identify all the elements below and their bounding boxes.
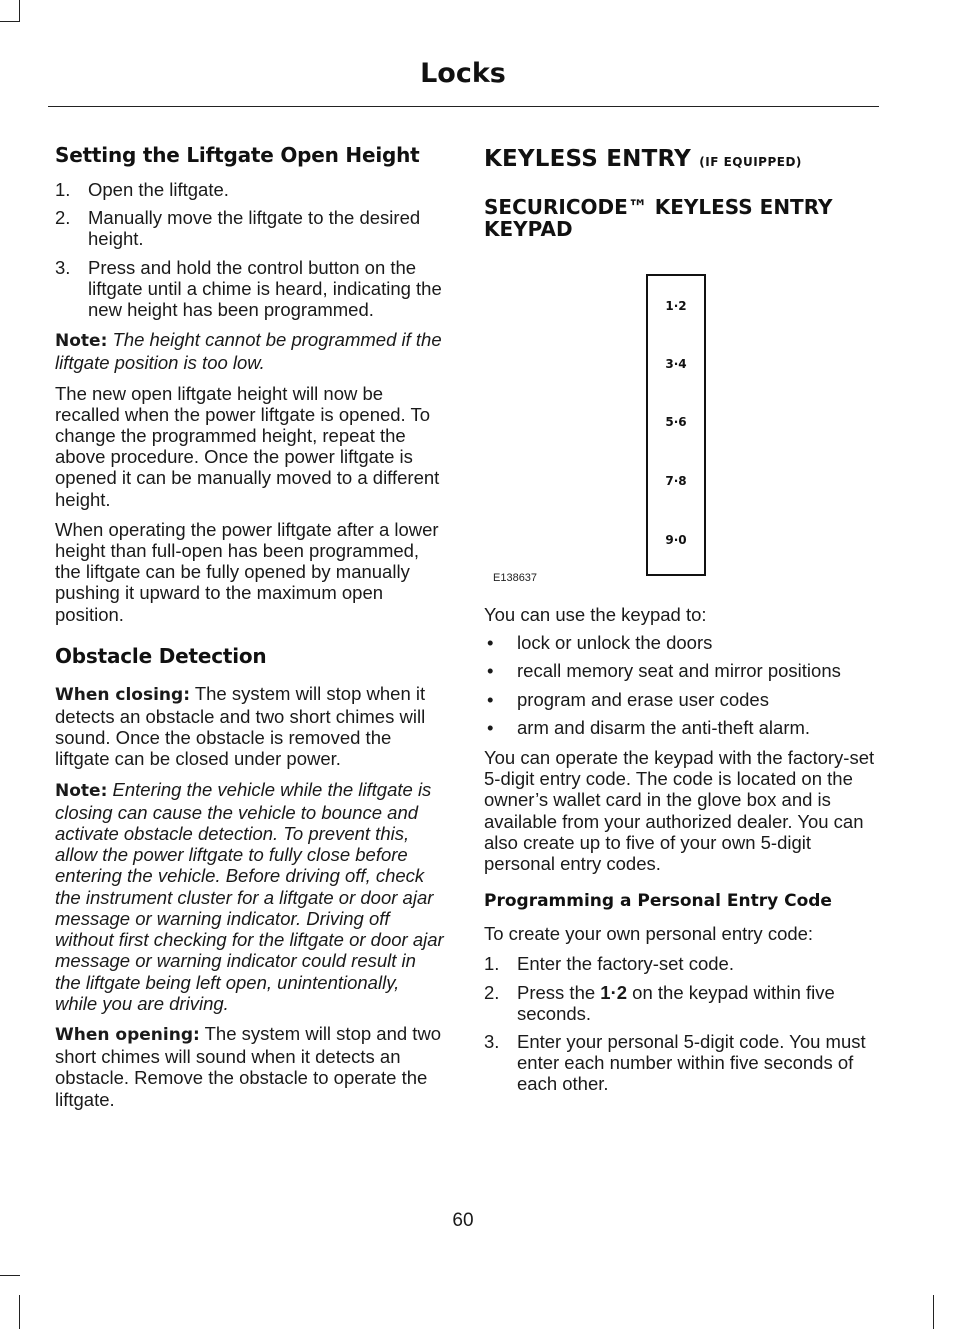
keypad-uses-list: [484, 632, 876, 738]
list-item: [484, 953, 876, 974]
list-item: [484, 982, 876, 1024]
list-item: [55, 179, 445, 200]
keypad-intro: You can use the keypad to:: [484, 604, 707, 625]
opening-label: When opening:: [55, 1024, 200, 1045]
note-label: Note:: [55, 780, 108, 801]
heading-main: KEYLESS ENTRY: [484, 146, 692, 172]
liftgate-height-heading: Setting the Liftgate Open Height: [55, 143, 420, 167]
closing-paragraph: [55, 683, 445, 770]
paragraph: You can operate the keypad with the factory-set 5-digit entry code. The code is located on the owner’s wallet card in the glove box and is available from your authorized dealer. You can also create up to five of your own 5-digit personal entry codes.: [484, 747, 875, 875]
crop-mark: [19, 1295, 20, 1329]
keypad-illustration: [646, 274, 706, 576]
bullet: •: [487, 632, 494, 654]
list-item: [484, 717, 876, 738]
list-item: [55, 257, 445, 321]
note-text: The height cannot be programmed if the liftgate position is too low.: [55, 329, 442, 374]
list-item: [484, 632, 876, 653]
figure-code: E138637: [493, 572, 538, 584]
bullet-text: lock or unlock the doors: [517, 632, 713, 654]
bullet: •: [487, 660, 494, 682]
closing-label: When closing:: [55, 684, 191, 705]
keyless-entry-heading: [484, 146, 876, 172]
crop-mark: [933, 1295, 934, 1329]
height-note: [55, 329, 445, 373]
bullet-text: arm and disarm the anti-theft alarm.: [517, 716, 811, 738]
step-text: Press the: [517, 981, 601, 1003]
step-text: Press and hold the control button on the liftgate until a chime is heard, indicating the new height has been programmed.: [88, 256, 442, 321]
keypad-key-label: 7·8: [665, 474, 687, 488]
step-number: 2.: [484, 981, 500, 1003]
programming-heading: Programming a Personal Entry Code: [484, 891, 832, 912]
closing-text: The system will stop when it detects an obstacle and two short chimes will sound. Once the obstacle is removed the liftgate can be closed under power.: [55, 682, 426, 770]
step-text: Enter the factory-set code.: [517, 953, 734, 975]
programming-intro: To create your own personal entry code:: [484, 923, 814, 945]
step-text: Open the liftgate.: [88, 179, 229, 200]
step-number: 1.: [55, 179, 71, 200]
step-number: 3.: [55, 256, 71, 278]
step-number: 3.: [484, 1031, 500, 1053]
bullet-text: recall memory seat and mirror positions: [517, 660, 841, 682]
heading-qualifier: (IF EQUIPPED): [699, 155, 802, 169]
obstacle-detection-heading: Obstacle Detection: [55, 643, 267, 668]
keypad-figure: [484, 274, 876, 604]
bullet: •: [487, 688, 494, 710]
left-column: [55, 143, 445, 1119]
paragraph: The new open liftgate height will now be recalled when the power liftgate is opened. To change the programmed height, repeat the above procedure. Once the power liftgate is opened it can be manually moved to a different height.: [55, 382, 440, 510]
keypad-key-label: 9·0: [665, 533, 687, 547]
page-title: Locks: [420, 58, 506, 89]
programming-steps: [484, 953, 876, 1094]
keypad-key-label: 3·4: [665, 357, 687, 371]
note-label: Note:: [55, 331, 108, 352]
obstacle-note: [55, 779, 445, 1014]
step-text: Enter your personal 5-digit code. You must enter each number within five seconds of each other.: [517, 1031, 866, 1095]
opening-text: The system will stop and two short chimes will sound when it detects an obstacle. Remove the obstacle to operate the liftgate.: [55, 1022, 442, 1110]
step-text: on the keypad within five seconds.: [517, 981, 835, 1024]
step-number: 2.: [55, 207, 71, 229]
list-item: [484, 660, 876, 681]
key-label-inline: 1·2: [600, 981, 628, 1003]
crop-mark: [0, 1275, 20, 1276]
liftgate-steps: [55, 179, 445, 320]
list-item: [484, 1031, 876, 1095]
list-item: [484, 689, 876, 710]
step-text: Manually move the liftgate to the desired height.: [88, 207, 421, 250]
keypad-key-label: 1·2: [665, 299, 687, 313]
bullet: •: [487, 716, 494, 738]
opening-paragraph: [55, 1023, 445, 1110]
crop-mark: [0, 21, 20, 22]
title-divider: [48, 106, 879, 107]
bullet-text: program and erase user codes: [517, 688, 769, 710]
step-number: 1.: [484, 953, 500, 975]
paragraph: When operating the power liftgate after a lower height than full-open has been programmed, the liftgate can be fully opened by manually pushing it upward to the maximum open position.: [55, 518, 439, 625]
list-item: [55, 207, 445, 249]
right-column: [484, 143, 876, 1104]
keypad-key-label: 5·6: [665, 415, 687, 429]
page-number: 60: [452, 1210, 474, 1231]
crop-mark: [19, 0, 20, 22]
securicode-heading: SECURICODE™ KEYLESS ENTRY KEYPAD: [484, 195, 833, 241]
note-text: Entering the vehicle while the liftgate is closing can cause the vehicle to bounce and activate obstacle detection. To prevent this, allow the power liftgate to fully close before entering the vehicle. Before driving off, check the instrument cluster for a liftgate or door ajar message or warning indicator. Driving off without first checking for the liftgate or door ajar message or warning indicator could result in the liftgate being left open, unintentionally, while you are driving.: [55, 778, 444, 1014]
